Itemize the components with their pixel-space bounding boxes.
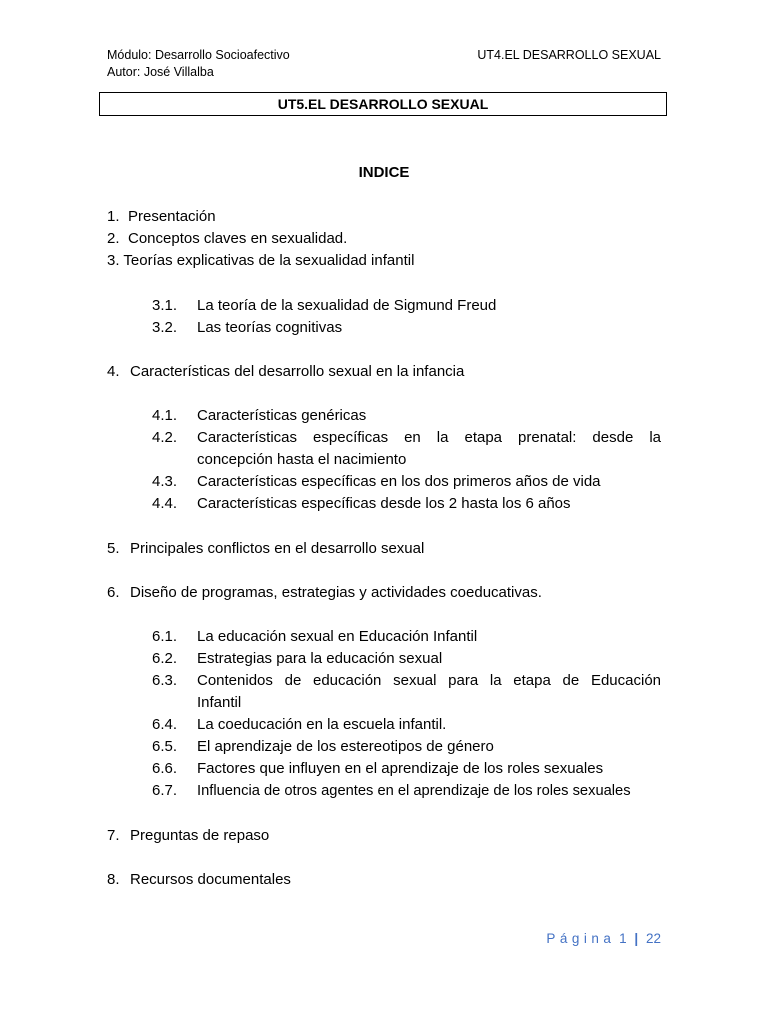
index-subitem-number: 3.1. xyxy=(152,297,178,314)
index-item-number: 8. xyxy=(107,871,120,888)
index-subitem-text: Contenidos de educación sexual para la etapa de Educación xyxy=(197,672,661,689)
index-subitem-continuation: Infantil xyxy=(197,694,242,711)
index-item-number: 5. xyxy=(107,540,120,557)
index-subitem-text: La coeducación en la escuela infantil. xyxy=(197,716,447,733)
footer-separator: | xyxy=(634,931,639,946)
index-subitem-text: Características específicas desde los 2 hasta los 6 años xyxy=(197,495,571,512)
footer-page-word: Página xyxy=(546,931,616,946)
index-subitem-number: 6.5. xyxy=(152,738,178,755)
header-left xyxy=(107,47,290,81)
index-subitem-text: Influencia de otros agentes en el aprendizaje de los roles sexuales xyxy=(197,783,631,799)
page-footer xyxy=(546,930,661,948)
index-item-text: Diseño de programas, estrategias y actividades coeducativas. xyxy=(130,584,542,601)
footer-total-pages: 22 xyxy=(645,931,661,946)
index-item-text: Presentación xyxy=(128,208,216,225)
index-item-text: 3. Teorías explicativas de la sexualidad infantil xyxy=(107,252,415,269)
document-title: UT5.EL DESARROLLO SEXUAL xyxy=(99,92,667,116)
index-subitem-text: Características específicas en los dos primeros años de vida xyxy=(197,473,601,490)
index-item-text: Características del desarrollo sexual en la infancia xyxy=(130,363,465,380)
index-subitem-text: Factores que influyen en el aprendizaje de los roles sexuales xyxy=(197,760,604,777)
index-subitem-continuation: concepción hasta el nacimiento xyxy=(197,451,407,468)
index-item-number: 2. xyxy=(107,230,120,247)
index-subitem-text: El aprendizaje de los estereotipos de género xyxy=(197,738,494,755)
index-subitem-number: 6.7. xyxy=(152,782,178,799)
index-subitem-number: 6.2. xyxy=(152,650,178,667)
index-item-number: 1. xyxy=(107,208,120,225)
index-subitem-text: La teoría de la sexualidad de Sigmund Freud xyxy=(197,297,497,314)
index-subitem-text: Características genéricas xyxy=(197,407,367,424)
index-subitem-text: Estrategias para la educación sexual xyxy=(197,650,443,667)
footer-page-number: 1 xyxy=(619,931,627,946)
header-author: Autor: José Villalba xyxy=(107,65,214,79)
index-subitem-number: 6.1. xyxy=(152,628,178,645)
index-item-text: Preguntas de repaso xyxy=(130,827,270,844)
index-heading: INDICE xyxy=(358,164,410,181)
index-subitem-number: 6.3. xyxy=(152,672,178,689)
index-subitem-number: 6.4. xyxy=(152,716,178,733)
index-subitem-number: 4.3. xyxy=(152,473,178,490)
index-subitem-number: 4.1. xyxy=(152,407,178,424)
header-module: Módulo: Desarrollo Socioafectivo xyxy=(107,48,290,62)
index-item-text: Recursos documentales xyxy=(130,871,291,888)
index-subitem-text: La educación sexual en Educación Infantil xyxy=(197,628,478,645)
index-subitem-number: 3.2. xyxy=(152,319,178,336)
index-subitem-text: Las teorías cognitivas xyxy=(197,319,343,336)
index-item-text: Principales conflictos en el desarrollo sexual xyxy=(130,540,425,557)
index-item-number: 7. xyxy=(107,827,120,844)
index-item-number: 4. xyxy=(107,363,120,380)
index-subitem-number: 4.2. xyxy=(152,429,178,446)
index-subitem-number: 6.6. xyxy=(152,760,178,777)
header-unit: UT4.EL DESARROLLO SEXUAL xyxy=(477,48,661,62)
index-subitem-number: 4.4. xyxy=(152,495,178,512)
index-subitem-text: Características específicas en la etapa prenatal: desde la xyxy=(197,429,661,446)
index-item-text: Conceptos claves en sexualidad. xyxy=(128,230,348,247)
index-item-number: 6. xyxy=(107,584,120,601)
